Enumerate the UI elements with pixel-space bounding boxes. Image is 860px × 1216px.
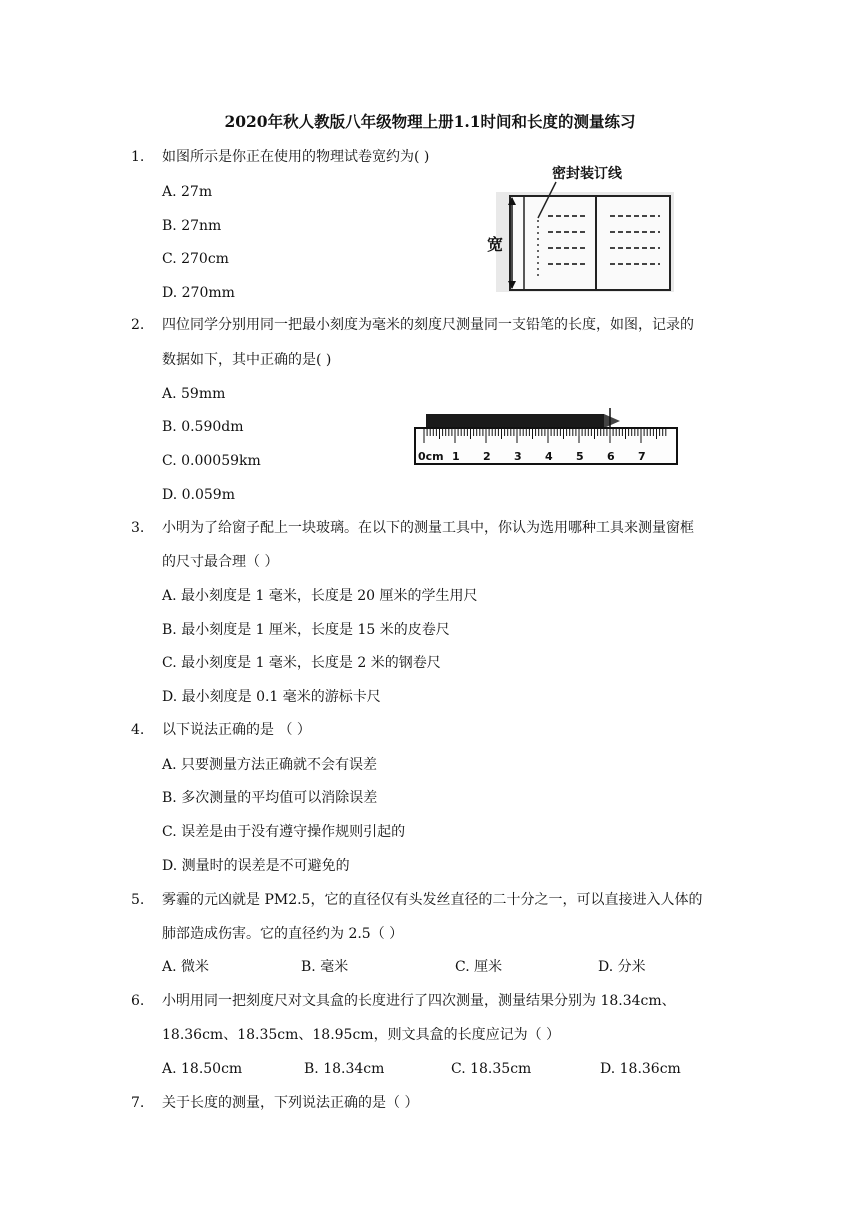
question-number: 1. xyxy=(131,149,145,165)
pencil-ruler-figure xyxy=(412,406,680,468)
question-number: 7. xyxy=(131,1095,145,1111)
option-a: A. 最小刻度是 1 毫米，长度是 20 厘米的学生用尺 xyxy=(162,588,478,604)
ruler-label: 3 xyxy=(514,450,522,463)
option-c: C. 18.35cm xyxy=(451,1061,532,1077)
option-c: C. 0.00059km xyxy=(162,453,261,469)
option-d: D. 分米 xyxy=(598,959,646,975)
option-c: C. 最小刻度是 1 毫米，长度是 2 米的钢卷尺 xyxy=(162,655,441,671)
ruler-label: 6 xyxy=(607,450,615,463)
option-a: A. 微米 xyxy=(162,959,210,975)
option-b: B. 27nm xyxy=(162,218,222,234)
question-number: 6. xyxy=(131,993,145,1009)
ruler-label: 2 xyxy=(483,450,491,463)
question-text: 以下说法正确的是 （ ） xyxy=(162,722,311,738)
question-number: 3. xyxy=(131,520,145,536)
ruler-label: 4 xyxy=(545,450,553,463)
option-b: B. 多次测量的平均值可以消除误差 xyxy=(162,790,378,806)
question-number: 5. xyxy=(131,892,145,908)
question-number: 4. xyxy=(131,722,145,738)
question-text: 关于长度的测量，下列说法正确的是（ ） xyxy=(162,1095,419,1111)
question-text: 的尺寸最合理（ ） xyxy=(162,554,279,570)
option-d: D. 0.059m xyxy=(162,487,235,503)
option-d: D. 18.36cm xyxy=(600,1061,681,1077)
ruler-label: 5 xyxy=(576,450,584,463)
page-title: 2020年秋人教版八年级物理上册1.1时间和长度的测量练习 xyxy=(224,112,636,131)
option-d: D. 最小刻度是 0.1 毫米的游标卡尺 xyxy=(162,689,381,705)
binding-line-label: 密封装订线 xyxy=(552,166,622,182)
option-a: A. 18.50cm xyxy=(162,1061,243,1077)
pencil-body xyxy=(426,414,604,428)
test-paper-figure xyxy=(486,160,686,300)
option-c: C. 误差是由于没有遵守操作规则引起的 xyxy=(162,824,406,840)
option-b: B. 毫米 xyxy=(301,959,349,975)
question-number: 2. xyxy=(131,317,145,333)
ruler-label: 0cm xyxy=(418,450,444,463)
question-text: 18.36cm、18.35cm、18.95cm，则文具盒的长度应记为（ ） xyxy=(162,1027,561,1043)
question-text: 雾霾的元凶就是 PM2.5，它的直径仅有头发丝直径的二十分之一，可以直接进入人体的 xyxy=(162,892,703,908)
paper-outline xyxy=(510,196,670,290)
option-c: C. 270cm xyxy=(162,251,229,267)
question-text: 小明用同一把刻度尺对文具盒的长度进行了四次测量，测量结果分别为 18.34cm、 xyxy=(162,993,676,1009)
question-text: 数据如下，其中正确的是( ) xyxy=(162,352,332,368)
option-a: A. 只要测量方法正确就不会有误差 xyxy=(162,757,378,773)
option-a: A. 27m xyxy=(162,184,213,200)
ruler-label: 7 xyxy=(638,450,646,463)
question-text: 肺部造成伤害。它的直径约为 2.5（ ） xyxy=(162,926,404,942)
question-text: 四位同学分别用同一把最小刻度为毫米的刻度尺测量同一支铅笔的长度，如图，记录的 xyxy=(162,317,694,333)
option-d: D. 270mm xyxy=(162,285,235,301)
option-b: B. 0.590dm xyxy=(162,419,244,435)
option-b: B. 最小刻度是 1 厘米，长度是 15 米的皮卷尺 xyxy=(162,622,450,638)
question-text: 如图所示是你正在使用的物理试卷宽约为( ) xyxy=(162,149,430,165)
option-b: B. 18.34cm xyxy=(304,1061,385,1077)
width-label: 宽 xyxy=(487,235,504,254)
option-c: C. 厘米 xyxy=(455,959,503,975)
option-d: D. 测量时的误差是不可避免的 xyxy=(162,858,350,874)
pencil-tip xyxy=(604,414,620,428)
ruler-label: 1 xyxy=(452,450,460,463)
option-a: A. 59mm xyxy=(162,386,226,402)
question-text: 小明为了给窗子配上一块玻璃。在以下的测量工具中，你认为选用哪种工具来测量窗框 xyxy=(162,520,694,536)
